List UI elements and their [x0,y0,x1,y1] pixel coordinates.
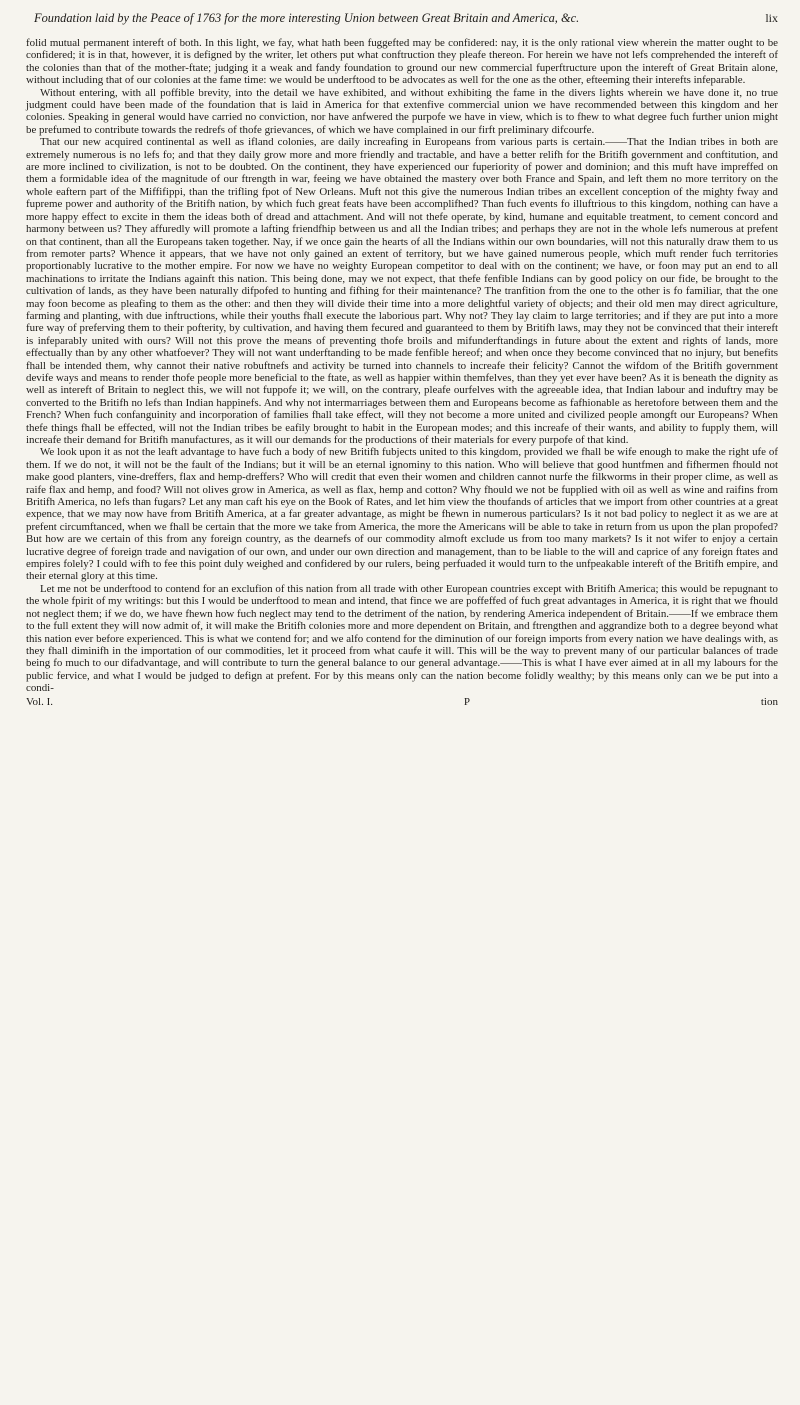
signature-mark: P [463,695,470,708]
running-title: Foundation laid by the Peace of 1763 for the more interesting Union between Great Britain and America, &c. [34,11,580,25]
catchword: tion [760,695,778,708]
body-text [26,37,778,695]
paragraph: We look upon it as not the leaft advantage to have fuch a body of new Britifh fubjects united to this kingdom, provided we fhall be wife enough to make the right ufe of them. If we do not, it will not be the fault of the Indians; but it will be an eternal ignominy to this nation. Who will believe that good huntfmen and fifhermen fhould not make good planters, vine-dreffers, flax and hemp-dreffers? Who will credit that even their women and children cannot nurfe the filkworms in their proper clime, as well as raife flax and hemp, and food? Will not olives grow in America, as well as flax, hemp and cotton? Why fhould we not be fupplied with oil as well as wine and raifins from Britifh America, no lefs than fugars? Let any man caft his eye on the Book of Rates, and let him view the thoufands of articles that we import from other countries at a great expence, that we may now have from Britifh America, at a far greater advantage, as might be fhewn in numerous particulars? Is it not bad policy to neglect it as we are at prefent circumftanced, when we fhall be certain that the more we take from America, the more the Americans will be able to take in return from us upon the plan propofed? But how are we certain of this from any foreign country, as the dearnefs of our commodity almoft exclude us from too many markets? Is it not wifer to enjoy a certain lucrative degree of foreign trade and navigation of our own, and under our own direction and management, than to be liable to the will and caprice of any foreign ftates and empires folely? I could wifh to fee this point duly weighed and confidered by our rulers, being perfuaded it would turn to the unfpeakable intereft of the Britifh empire, and their eternal glory at this time. [26,446,778,583]
paragraph: Let me not be underftood to contend for an exclufion of this nation from all trade with other European countries except with Britifh America; this would be repugnant to the whole fpirit of my writings: but this I would be underftood to mean and intend, that fince we are poffeffed of fuch great advantages in America, it is right that we fhould not neglect them; if we do, we have fhewn how fuch neglect may tend to the detriment of the nation, by rendering America independent of Britain.——If we embrace them to the full extent they will now admit of, it will make the Britifh colonies more and more dependent on Britain, and ftrengthen and aggrandize both to a degree beyond what this nation ever before experienced. This is what we contend for; and we alfo contend for the diminution of our foreign imports from every nation we have dealings with, as they fhall diminifh in the importation of our commodities, let it proceed from what caufe it will. This will be the way to prevent many of our particular balances of trade being fo much to our difadvantage, and will contribute to turn the general balance to our general advantage.——This is what I have ever aimed at in all my labours for the public fervice, and what I would be judged to defign at prefent. For by this means only can the nation become folidly wealthy; by this means only can we be put into a condi- [26,582,778,695]
volume-label: Vol. I. [26,695,53,708]
running-header [34,10,778,26]
paragraph: folid mutual permanent intereft of both. In this light, we fay, what hath been fuggefted may be confidered: nay, it is the only rational view wherein the matter ought to be confidered; it is in that, however, it is defigned by the writer, let others put what conftruction they pleafe thereon. For herein we have not lefs comprehended the intereft of the colonies than that of the mother-ftate; judging it a weak and fandy foundation to ground our new commercial fuperftructure upon the intereft of Great Britain alone, without including that of our colonies at the fame time: we would be underftood to be advocates as well for the one as the other, efteeming their interefts infeparable. [26,37,778,87]
paragraph: Without entering, with all poffible brevity, into the detail we have exhibited, and without exhibiting the fame in the divers lights wherein we have done it, no true judgment could have been made of the foundation that is laid in America for that extenfive commercial union we have recommended between this kingdom and her colonies. Speaking in general would have carried no conviction, nor have anfwered the purpofe we have in view, which is to fhew to what degree fuch further union might be prefumed to contribute towards the redrefs of thofe grievances, of which we have complained in our firft preliminary difcourfe. [26,86,778,136]
paragraph: That our new acquired continental as well as ifland colonies, are daily increafing in Europeans from various parts is certain.——That the Indian tribes in both are extremely numerous is no lefs fo; and that they daily grow more and more friendly and tractable, and have a better relifh for the Britifh government and conftitution, and are more inclined to civilization, is not to be doubted. On the continent, they have experienced our fuperiority of power and dominion; and this muft have impreffed on them a formidable idea of the magnitude of our ftrength in war, feeing we have obtained the mastery over both France and Spain, and left them no more territory on the whole eaftern part of the Miffifippi, than the trifling fpot of New Orleans. Muft not this give the numerous Indian tribes an excellent conception of the mighty fway and fupreme power and authority of the Britifh nation, by which fuch great feats have been accomplifhed? Than fuch events fo illuftrious to this kingdom, nothing can have a more happy effect to excite in them the ideas both of dread and attachment. And will not thefe operate, by kind, humane and equitable treatment, to cement concord and harmony between us? They affuredly will promote a lafting friendfhip between us and all the Indian tribes; and perhaps they are not in the whole lefs numerous at prefent on that continent, than all the Europeans taken together. Nay, if we once gain the hearts of all the Indians within our own boundaries, will not this naturally draw them to us from remoter parts? Whence it appears, that we have not only gained an extent of territory, but we have gained numerous people, which muft render fuch territories proportionably lucrative to the mother empire. For now we have no weighty European competitor to deal with on the continent; we have, or foon may put an end to all machinations to irritate the Indians againft this nation. This being done, may we not expect, that thefe fenfible Indians can by good policy on our fide, be brought to the cultivation of lands, as they have been naturally difpofed to hunting and fifhing for their maintenance? The tranfition from the one to the other is fo familiar, that the one may foon become as pleafing to them as the other: and then they will divide their time into a more delightful variety of objects; and their old men may direct agriculture, farming and planting, with due inftructions, while their youths fhall execute the laborious part. Why not? They lay claim to large territories; and if they are put into a more fure way of preferving them to their pofterity, by cultivation, and having them fecured and guaranteed to them by Britifh laws, may they not be convinced that their intereft is infeparably united with ours? Will not this prove the means of preventing thofe broils and mifunderftandings in future about the extent and rights of lands, more effectually than by any other whatfoever? They will not want underftanding to be made fenfible hereof; and when once they become convinced that no injury, but benefits fhall be intended them, why cannot their native robuftnefs and activity be turned into channels to increafe their felicity? Cannot the wifdom of the Britifh government devife ways and means to render thofe people more beneficial to the ftate, as well as happier within themfelves, than they yet ever have been? As it is beneath the dignity as well as intereft of Britain to neglect this, we will not fuppofe it; we will, on the contrary, pleafe ourfelves with the agreeable idea, that Indian labour and induftry may be converted to the Britifh no lefs than Indian happinefs. And why not intermarriages between them and Europeans become as fafhionable as heretofore between them and the French? When fuch confanguinity and incorporation of families fhall take effect, will they not become a more united and civilized people amongft our Europeans? When thefe things fhall be effected, will not the Indian tribes be eafily brought to habit in the European modes; and this increafe of their wants, and ability to fupply them, will increafe their demand for Britifh manufactures, as it will our demands for the productions of their materials for every purpofe of that kind. [26,136,778,446]
page-footer [26,696,778,709]
page-number: lix [765,11,778,25]
